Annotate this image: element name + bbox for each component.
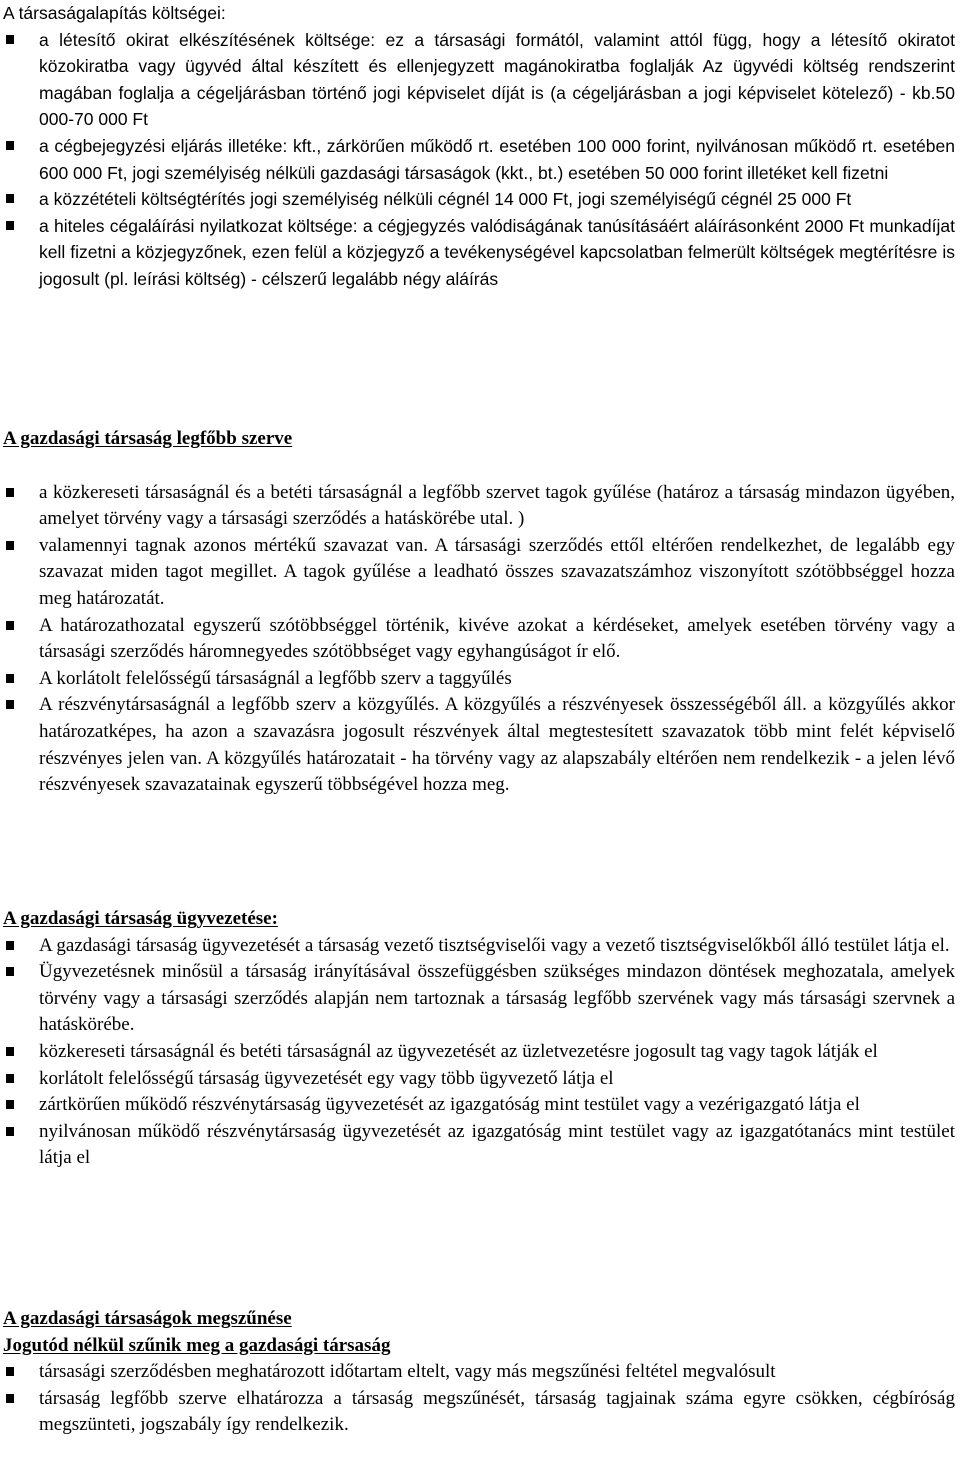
list-item: a közzétételi költségtérítés jogi személyiség nélküli cégnél 14 000 Ft, jogi személyiségű cégnél 25 000 Ft [3, 186, 955, 213]
list-item: közkereseti társaságnál és betéti társaságnál az ügyvezetését az üzletvezetésre jogosult tag vagy tagok látják el [3, 1039, 955, 1066]
square-bullet-icon [6, 967, 14, 976]
list-item: a cégbejegyzési eljárás illetéke: kft., zárkörűen működő rt. esetében 100 000 forint, nyilvánosan működő rt. esetében 600 000 Ft, jogi személyiség nélküli gazdasági társaságok (kkt., bt.) esetében 50 000 forint illetéket kell fizetni [3, 133, 955, 186]
list-item: nyilvánosan működő részvénytársaság ügyvezetését az igazgatóság mint testület vagy az igazgatótanács mint testület látja el [3, 1119, 955, 1172]
square-bullet-icon [6, 194, 14, 203]
management-section [3, 906, 955, 1172]
costs-section [3, 0, 955, 293]
list-item: korlátolt felelősségű társaság ügyvezetését egy vagy több ügyvezető látja el [3, 1066, 955, 1093]
list-item: a hiteles cégaláírási nyilatkozat költsége: a cégjegyzés valódiságának tanúsításáért aláírásonként 2000 Ft munkadíjat kell fizetni a közjegyzőnek, ezen felül a közjegyző a tevékenységével kapcsolatban felmerült költségek megtérítésre is jogosult (pl. leírási költség) - célszerű legalább négy aláírás [3, 213, 955, 293]
square-bullet-icon [6, 1047, 14, 1056]
list-item: a közkereseti társaságnál és a betéti társaságnál a legfőbb szervet tagok gyűlése (határoz a társaság mindazon ügyében, amelyet törvény vagy a társasági szerződés a hatáskörébe utal. ) [3, 480, 955, 533]
square-bullet-icon [6, 1394, 14, 1403]
supreme-body-heading: A gazdasági társaság legfőbb szerve [3, 428, 293, 449]
list-item: A részvénytársaságnál a legfőbb szerv a közgyűlés. A közgyűlés a részvényesek összességéből áll. a közgyűlés akkor határozatképes, ha azon a szavazásra jogosult részvények által megtestesített szavazatok több mint felét képviselő részvényes jelen van. A közgyűlés határozatait - ha törvény vagy az alapszabály eltérően nem rendelkezik - a jelen lévő részvényesek szavazatainak egyszerű többségével hozza meg. [3, 692, 955, 798]
list-item: a létesítő okirat elkészítésének költsége: ez a társasági formától, valamint attól függ, hogy a létesítő okiratot közokiratba vagy ügyvéd által készített és ellenjegyzett magánokiratba foglalják Az ügyvédi költség rendszerint magában foglalja a cégeljárásban történő jogi képviselet díját is (a cégeljárásban a jogi képviselet kötelező) - kb.50 000-70 000 Ft [3, 27, 955, 133]
list-item: A határozathozatal egyszerű szótöbbséggel történik, kivéve azokat a kérdéseket, amelyek esetében törvény vagy a társasági szerződés háromnegyedes szótöbbséget vagy egyhangúságot ír elő. [3, 613, 955, 666]
supreme-body-section [3, 426, 955, 799]
list-item: A korlátolt felelősségű társaságnál a legfőbb szerv a taggyűlés [3, 666, 955, 693]
square-bullet-icon [6, 1074, 14, 1083]
supreme-body-list [3, 480, 955, 799]
list-item: Ügyvezetésnek minősül a társaság irányításával összefüggésben szükséges mindazon döntések meghozatala, amelyek törvény vagy a társasági szerződés alapján nem tartoznak a társaság legfőbb szervének vagy más társasági szervnek a hatáskörébe. [3, 959, 955, 1039]
termination-section [3, 1306, 955, 1439]
square-bullet-icon [6, 1127, 14, 1136]
list-item: társaság legfőbb szerve elhatározza a társaság megszűnését, társaság tagjainak száma egyre csökken, cégbíróság megszünteti, jogszabály így rendelkezik. [3, 1386, 955, 1439]
square-bullet-icon [6, 488, 14, 497]
square-bullet-icon [6, 35, 14, 44]
costs-heading: A társaságalapítás költségei: [3, 3, 226, 23]
square-bullet-icon [6, 541, 14, 550]
list-item: társasági szerződésben meghatározott időtartam eltelt, vagy más megszűnési feltétel megvalósult [3, 1359, 955, 1386]
costs-list [3, 27, 955, 293]
list-item: A gazdasági társaság ügyvezetését a társaság vezető tisztségviselői vagy a vezető tisztségviselőkből álló testület látja el. [3, 933, 955, 960]
list-item: zártkörűen működő részvénytársaság ügyvezetését az igazgatóság mint testület vagy a vezérigazgató látja el [3, 1092, 955, 1119]
list-item: valamennyi tagnak azonos mértékű szavazat van. A társasági szerződés ettől eltérően rendelkezhet, de legalább egy szavazat miden tagot megillet. A tagok gyűlése a leadható összes szavazatszámhoz viszonyított szótöbbséggel hozza meg határozatát. [3, 533, 955, 613]
square-bullet-icon [6, 941, 14, 950]
square-bullet-icon [6, 621, 14, 630]
square-bullet-icon [6, 1367, 14, 1376]
square-bullet-icon [6, 141, 14, 150]
termination-subheading: Jogutód nélkül szűnik meg a gazdasági társaság [3, 1334, 391, 1356]
termination-heading: A gazdasági társaságok megszűnése [3, 1308, 292, 1329]
square-bullet-icon [6, 700, 14, 709]
square-bullet-icon [6, 674, 14, 683]
square-bullet-icon [6, 1100, 14, 1109]
management-heading: A gazdasági társaság ügyvezetése: [3, 908, 278, 929]
termination-list [3, 1359, 955, 1439]
management-list [3, 933, 955, 1172]
square-bullet-icon [6, 221, 14, 230]
